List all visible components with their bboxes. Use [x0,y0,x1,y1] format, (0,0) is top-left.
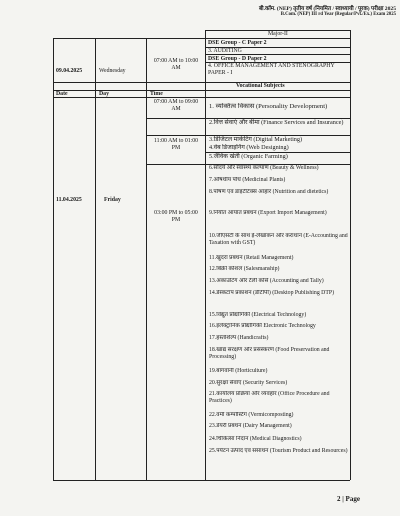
table-border [53,97,350,98]
exam-time: 03:00 PM to 05:00 PM [154,210,198,223]
column-header-day: Day [99,91,109,97]
subject-item: 7.औषधीय पौधे (Medicinal Plants) [209,177,286,183]
subject-item: 11.खुदरा प्रबंधन (Retail Management) [209,255,294,261]
subject-item: 16.इलेक्ट्रॉनिक प्रौद्योगिकी Electronic Technology [209,323,316,329]
exam-date: 11.04.2025 [56,197,82,203]
subject-item: 17.हस्तशिल्प (Handicrafts) [209,335,269,341]
table-border [53,38,350,39]
paper-entry: DSE Group - D Paper 2 [208,56,267,62]
subject-item: 8.पोषण एवं डाइटेटिक्स आहार (Nutrition and dietetics) [209,189,329,195]
paper-entry: 4. OFFICE MANAGEMENT AND STENOGRAPHY PAPER - I [208,63,335,76]
column-header-subjects: Vocational Subjects [236,83,285,89]
subject-item: 4.वेब डिजाइनिंग (Web Designing) [209,144,289,151]
table-border [146,38,147,480]
table-border [53,38,54,480]
subject-item: 20.सुरक्षा सेवाएं (Security Services) [209,380,288,386]
table-border [205,30,206,480]
paper-entry: 3. AUDITING [208,48,242,54]
subject-item: 24.चिकित्सा निदान (Medical Diagnostics) [209,436,302,442]
exam-title-english: B.Com. (NEP) III rd Year (Regular/Pvt./Ex.) Exam 2025 [280,12,396,17]
exam-time: 07:00 AM to 10:00 AM [153,58,199,71]
major-header: Major-II [268,31,288,37]
subject-item: 2.वित्त सेवाएं और बीमा (Finance Services and Insurance) [209,119,344,126]
subject-item: 6.सौंदर्य और स्वास्थ्य कल्याण (Beauty & Wellness) [209,165,319,171]
subject-item: 21.कार्यालय प्रक्रिया और व्यवहार (Office Procedure and Practices) [209,391,330,405]
table-border [95,38,96,480]
exam-time: 11:00 AM to 01:00 PM [153,138,199,151]
subject-item: 19.बागवानी (Horticulture) [209,368,268,374]
column-header-date: Date [56,91,68,97]
table-border [53,480,350,481]
table-border [53,90,350,91]
exam-day: Wednesday [99,68,126,74]
subject-item: 1. व्यक्तित्व विकास (Personality Development) [209,103,328,110]
subject-item: 23.डेयरी प्रबंधन (Dairy Management) [209,423,292,429]
subject-item: 14.डेस्कटॉप प्रकाशन (डीटीपी) (Desktop Publishing DTP) [209,290,335,296]
subject-item: 10.जीएसटी के साथ ई-लेखांकन और कराधान (E-Accounting and Taxation with GST) [209,233,348,247]
exam-title-hindi: बी.कॉम. (NEP) तृतीय वर्ष (नियमित / स्वाध्यायी / पूरक) परीक्षा 2025 [258,6,396,12]
table-border [53,82,350,83]
exam-date: 09.04.2025 [56,68,83,74]
subject-item: 22.वर्मी कम्पोस्टिंग (Vermicomposting) [209,412,294,418]
subject-item: 18.खाद्य संरक्षण और प्रसंस्करण (Food Preservation and Processing) [209,347,330,361]
subject-item: 9.निर्यात आयात प्रबंधन (Export Import Management) [209,210,327,216]
subject-item: 3.डिजिटल मार्केटिंग (Digital Marketing) [209,136,303,143]
page-number: 2 | Page [337,495,360,503]
subject-item: 12.बिक्री कौशल (Salesmanship) [209,266,280,272]
paper-entry: DSE Group - C Paper 2 [208,40,267,46]
subject-item: 15.विद्युत प्रौद्योगिकी (Electrical Technology) [209,312,307,318]
subject-item: 25.पर्यटन उत्पाद एवं संसाधन (Tourism Product and Resources) [209,448,348,454]
table-border [350,30,351,480]
subject-item: 5.जैविक खेती (Organic Farming) [209,153,288,160]
exam-time: 07:00 AM to 09:00 AM [153,99,199,112]
column-header-time: Time [150,91,163,97]
subject-item: 13.अकाउंटिंग और टैली कोर्स (Accounting and Tally) [209,278,324,284]
exam-day: Friday [104,197,121,203]
